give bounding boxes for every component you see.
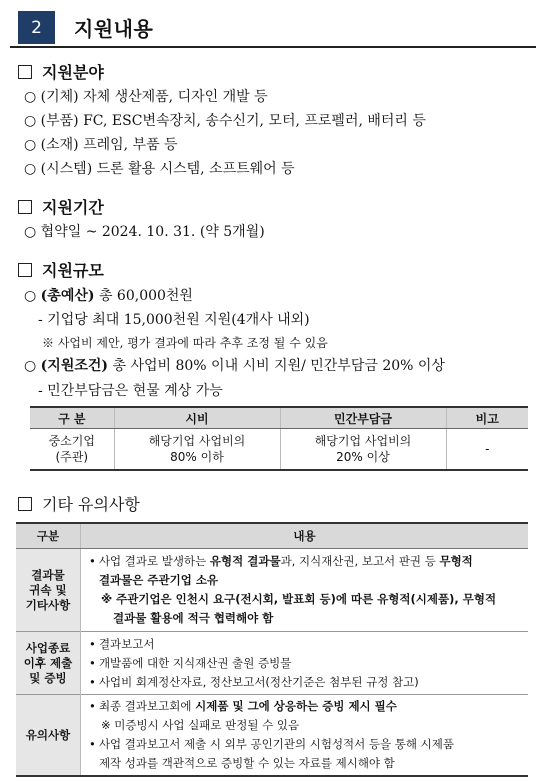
section-title: 지원규모 [42, 261, 104, 280]
row-category: 유의사항 [16, 695, 80, 777]
total-budget-value: 총 60,000천원 [94, 288, 193, 304]
text-run-bold: 유형적 결과물 [209, 554, 281, 568]
text-run-bold: 시제품 및 그에 상응하는 증빙 제시 필수 [195, 699, 397, 713]
support-condition-line: ○ (지원조건) 총 사업비 80% 이내 시비 지원/ 민간부담금 20% 이상 [24, 358, 445, 374]
cost-share-table [30, 406, 528, 471]
support-condition-label: (지원조건) [40, 358, 109, 374]
text-run: 사업 결과로 발생하는 [98, 554, 210, 568]
total-budget-label: (총예산) [40, 288, 95, 304]
table-cell: - [446, 429, 528, 471]
page-title: 지원내용 [74, 17, 154, 41]
table-header: 비고 [446, 407, 528, 429]
checkbox-square-icon [18, 497, 32, 511]
note-line: ※ 미증빙시 사업 실패로 판정될 수 있음 [100, 718, 300, 732]
field-item: ○ (시스템) 드론 활용 시스템, 소프트웨어 등 [24, 161, 295, 177]
section-heading-field [18, 60, 104, 83]
notes-table [16, 522, 528, 777]
table-header: 구 분 [30, 407, 114, 429]
row-content [80, 549, 528, 632]
table-header-row [30, 407, 528, 429]
list-item: • 결과보고서 [85, 635, 522, 654]
table-header: 시비 [114, 407, 280, 429]
table-cell: 해당기업 사업비의 80% 이하 [114, 429, 280, 471]
in-kind-line: - 민간부담금은 현물 계상 가능 [38, 383, 223, 399]
table-header: 구분 [16, 523, 80, 549]
list-item-continuation: 제작 성과를 객관적으로 증빙할 수 있는 자료를 제시해야 함 [98, 756, 395, 770]
table-header-row [16, 523, 528, 549]
list-item-continuation: 결과물은 주관기업 소유 [98, 573, 219, 587]
section-heading-scale [18, 258, 104, 281]
row-content [80, 632, 528, 695]
adjustment-note: ※ 사업비 제안, 평가 결과에 따라 추후 조정 될 수 있음 [42, 336, 328, 350]
period-item: ○ 협약일 ~ 2024. 10. 31. (약 5개월) [24, 224, 265, 240]
section-number-badge [18, 11, 55, 44]
total-budget-line: ○ (총예산) 총 60,000천원 [24, 288, 193, 304]
per-company-line: - 기업당 최대 15,000천원 지원(4개사 내외) [38, 312, 310, 328]
text-run-bold: 무형적 [439, 554, 473, 568]
row-category: 사업종료 이후 제출 및 증빙 [16, 632, 80, 695]
section-heading-notes [18, 492, 140, 515]
checkbox-square-icon [18, 263, 32, 277]
table-row [16, 632, 528, 695]
checkbox-square-icon [18, 65, 32, 79]
list-item: • 개발품에 대한 지식재산권 출원 증빙물 [85, 654, 522, 673]
list-item [85, 552, 522, 571]
field-item: ○ (기체) 자체 생산제품, 디자인 개발 등 [24, 89, 268, 105]
table-header: 민간부담금 [280, 407, 446, 429]
section-number: 2 [31, 17, 42, 38]
section-title: 지원기간 [42, 198, 104, 217]
section-title: 기타 유의사항 [42, 495, 140, 514]
note-line: ※ 주관기업은 인천시 요구(전시회, 발표회 등)에 따른 유형적(시제품), 무형적 [100, 592, 497, 606]
field-item: ○ (소재) 프레임, 부품 등 [24, 137, 178, 153]
text-run: 최종 결과보고회에 [98, 699, 196, 713]
table-row [30, 429, 528, 471]
field-item: ○ (부품) FC, ESC변속장치, 송수신기, 모터, 프로펠러, 배터리 등 [24, 113, 426, 129]
text-run: 과, 지식재산권, 보고서 판권 등 [280, 554, 440, 568]
section-heading-period [18, 195, 104, 218]
table-cell: 중소기업 (주관) [30, 429, 114, 471]
row-category: 결과물 귀속 및 기타사항 [16, 549, 80, 632]
checkbox-square-icon [18, 200, 32, 214]
table-cell: 해당기업 사업비의 20% 이상 [280, 429, 446, 471]
table-header: 내용 [80, 523, 528, 549]
note-continuation: 결과물 활용에 적극 협력해야 함 [112, 611, 274, 625]
header-divider [10, 46, 536, 48]
row-content [80, 695, 528, 777]
list-item [85, 697, 522, 716]
support-condition-value: 총 사업비 80% 이내 시비 지원/ 민간부담금 20% 이상 [108, 358, 445, 374]
list-item: • 사업 결과보고서 제출 시 외부 공인기관의 시험성적서 등을 통해 시제품 [85, 735, 522, 754]
section-title: 지원분야 [42, 63, 104, 82]
table-row [16, 695, 528, 777]
table-row [16, 549, 528, 632]
list-item: • 사업비 회계정산자료, 정산보고서(정산기준은 첨부된 규정 참고) [85, 673, 522, 692]
